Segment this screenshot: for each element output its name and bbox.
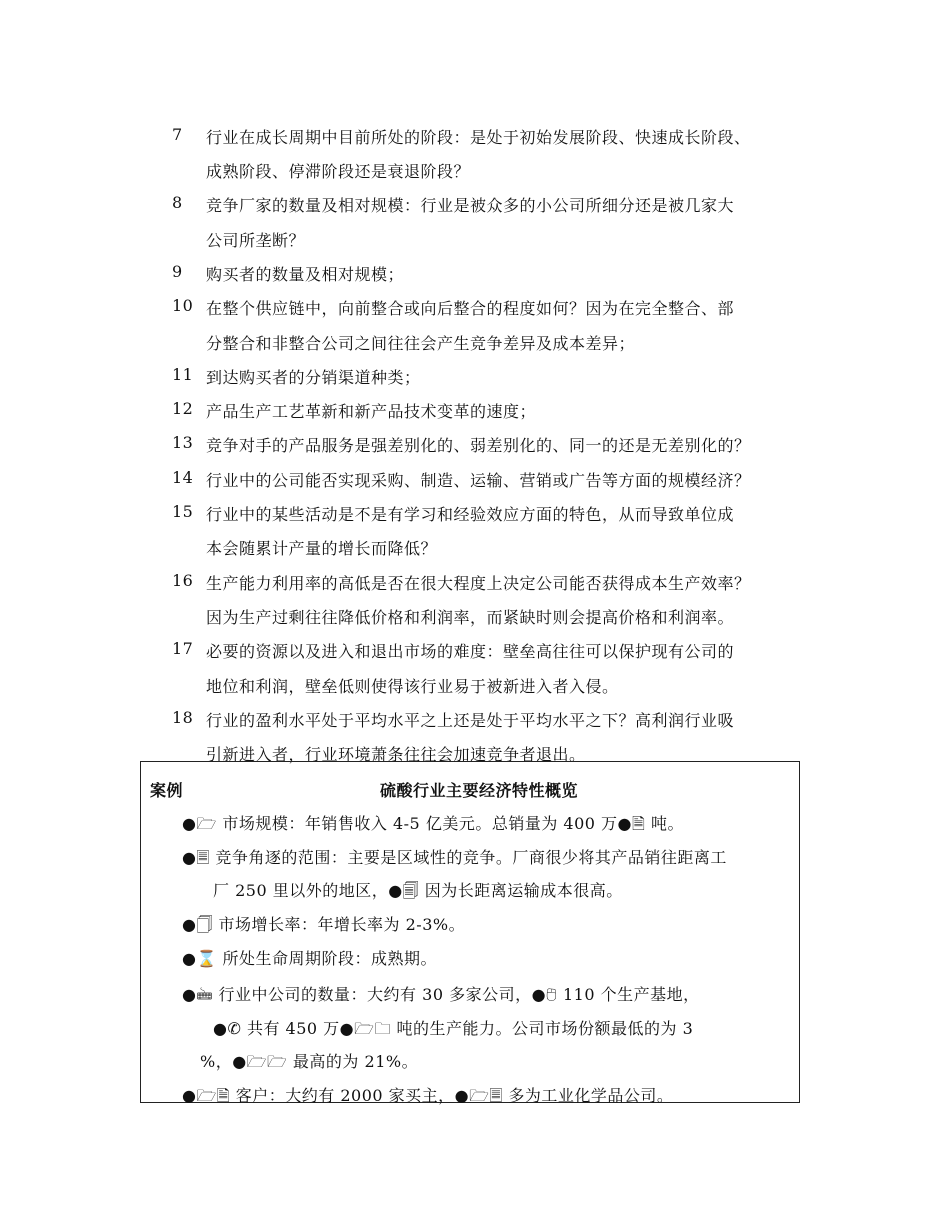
item-text-cont: 成熟阶段、停滞阶段还是衰退阶段？ [206,162,471,181]
item-text: 到达购买者的分销渠道种类； [206,368,421,387]
item-text: 生产能力利用率的高低是否在很大程度上决定公司能否获得成本生产效率？ [206,574,751,593]
item-number: 18 [172,708,194,727]
item-number: 11 [172,365,194,384]
item-text: 产品生产工艺革新和新产品技术变革的速度； [206,402,537,421]
item-number: 8 [172,193,183,212]
list-item [172,433,751,455]
case-line: ●🗁🗎 客户：大约有 2000 家买主，●🗁🗏 多为工业化学品公司。 [182,1086,674,1105]
case-line: ●🖮 行业中公司的数量：大约有 30 多家公司，●🖰 110 个生产基地， [182,985,700,1004]
item-number: 7 [172,125,183,144]
item-number: 15 [172,502,194,521]
item-text-cont: 地位和利润，壁垒低则使得该行业易于被新进入者入侵。 [206,677,619,696]
list-item [172,296,735,318]
case-label: 案例 [150,781,184,800]
case-line: ●✆ 共有 450 万●🗁🗀 吨的生产能力。公司市场份额最低的为 3 [213,1019,694,1038]
list-item [172,571,751,593]
case-title: 硫酸行业主要经济特性概览 [380,781,579,800]
list-item [172,399,537,421]
item-text-cont: 公司所垄断？ [206,231,306,250]
list-item [172,125,751,147]
list-item [172,365,421,387]
item-text: 竞争厂家的数量及相对规模：行业是被众多的小公司所细分还是被几家大 [206,196,735,215]
item-text-cont: 引新进入者，行业环境萧条往往会加速竞争者退出。 [206,745,586,764]
list-item [172,708,735,730]
list-item [172,468,751,490]
item-number: 10 [172,296,194,315]
case-line: ●🗏 竞争角逐的范围：主要是区域性的竞争。厂商很少将其产品销往距离工 [182,848,727,867]
item-number: 9 [172,262,183,281]
item-text: 行业在成长周期中目前所处的阶段：是处于初始发展阶段、快速成长阶段、 [206,128,751,147]
item-text: 行业中的公司能否实现采购、制造、运输、营销或广告等方面的规模经济？ [206,471,751,490]
item-number: 17 [172,639,194,658]
item-number: 13 [172,433,194,452]
item-text-cont: 因为生产过剩往往降低价格和利润率，而紧缺时则会提高价格和利润率。 [206,608,735,627]
list-item [172,193,735,215]
item-number: 14 [172,468,194,487]
list-item [172,502,735,524]
case-line: %，●🗁🗁 最高的为 21%。 [200,1052,419,1071]
list-item [172,262,405,284]
item-text: 在整个供应链中，向前整合或向后整合的程度如何？因为在完全整合、部 [206,299,735,318]
item-text-cont: 本会随累计产量的增长而降低？ [206,539,438,558]
item-number: 16 [172,571,194,590]
item-text: 购买者的数量及相对规模； [206,265,405,284]
case-line: ●⌛ 所处生命周期阶段：成熟期。 [182,949,437,968]
case-line: ●🗍 市场增长率：年增长率为 2-3%。 [182,915,466,934]
item-text: 行业中的某些活动是不是有学习和经验效应方面的特色，从而导致单位成 [206,505,735,524]
item-text: 必要的资源以及进入和退出市场的难度：壁垒高往往可以保护现有公司的 [206,642,735,661]
case-line: 厂 250 里以外的地区，●🗐 因为长距离运输成本很高。 [213,881,623,900]
case-line: ●🗁 市场规模：年销售收入 4-5 亿美元。总销量为 400 万●🗎 吨。 [182,814,684,833]
item-number: 12 [172,399,194,418]
item-text: 行业的盈利水平处于平均水平之上还是处于平均水平之下？高利润行业吸 [206,711,735,730]
list-item [172,639,735,661]
item-text-cont: 分整合和非整合公司之间往往会产生竞争差异及成本差异； [206,334,636,353]
item-text: 竞争对手的产品服务是强差别化的、弱差别化的、同一的还是无差别化的？ [206,436,751,455]
